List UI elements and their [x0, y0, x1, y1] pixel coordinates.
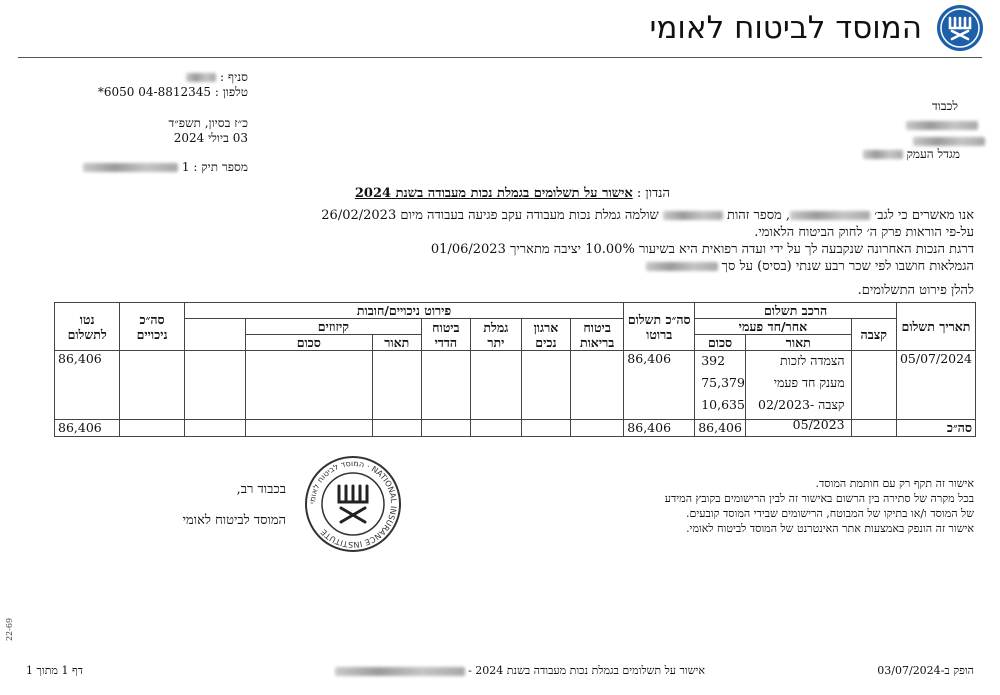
footer-issued: הופק ב-03/07/2024 [877, 664, 974, 677]
item-amount: 75,379 [701, 375, 745, 390]
redacted-branch [186, 73, 216, 82]
item-desc: מענק חד פעמי [773, 375, 845, 390]
total-gross: 86,406 [624, 420, 695, 437]
col-description: תאור [745, 335, 851, 351]
gregorian-date: 03 ביולי 2024 [173, 131, 248, 145]
footer-title: אישור על תשלומים בגמלת נכות מעבודה בשנת 2024 - [335, 664, 705, 677]
org-logo [936, 4, 984, 52]
body-line-3: דרגת הנכות האחרונה שנקבעה לך על ידי ועדה רפואית היא בשיעור 10.00% יציבה מתאריך 01/06/2023 [430, 242, 974, 257]
signature-org: המוסד לביטוח לאומי [182, 513, 286, 528]
item-amount: 392 [701, 353, 726, 368]
stamp-ring-text: המוסד לביטוח לאומי · NATIONAL INSURANCE INSTITUTE [307, 458, 399, 550]
total-net: 86,406 [55, 420, 120, 437]
redacted-street [863, 150, 903, 159]
col-composition: הרכב תשלום [695, 303, 897, 319]
col-offsets: קיזוזים [245, 319, 421, 335]
total-amount: 86,406 [695, 420, 746, 437]
org-title: המוסד לביטוח לאומי [649, 10, 922, 46]
payments-table [54, 302, 976, 437]
header-divider [18, 57, 982, 58]
redacted-id [663, 211, 723, 220]
item-desc: קצבה 02/2023-05/2023 [758, 397, 845, 432]
note-2: בכל מקרה של סתירה בין הרשום באישור זה לבין הרישומים בקובץ המידע [664, 492, 974, 505]
col-other: אחר/חד פעמי [695, 319, 851, 335]
row-gross: 86,406 [624, 351, 695, 420]
col-overpay: גמלת יתר [470, 319, 521, 351]
stamp-seal-icon [303, 454, 403, 554]
branch-label: סניף : [220, 70, 248, 84]
note-1: אישור זה תקף רק עם חותמת המוסד. [815, 477, 974, 490]
phone-label: טלפון : [214, 85, 248, 99]
footer-page: דף 1 מתוך 1 [26, 664, 83, 677]
hebrew-date: כ״ז בסיון, תשפ״ד [168, 116, 248, 130]
body-line-2: על-פי הוראות פרק ה׳ לחוק הביטוח הלאומי. [754, 225, 974, 240]
col-mutual: ביטוח הדדי [421, 319, 470, 351]
col-offset-amount: סכום [245, 335, 372, 351]
phone-line [98, 85, 248, 100]
recipient-city: מגדל העמק [863, 147, 960, 162]
subject-text: אישור על תשלומים בגמלת נכות מעבודה בשנת 2024 [354, 186, 633, 201]
col-gross: סה״כ תשלום ברוטו [624, 303, 695, 351]
redacted-footer-name [335, 667, 465, 676]
redacted-person [790, 211, 870, 220]
branch-line [186, 70, 248, 85]
file-label: מספר תיק : 1 [181, 160, 248, 174]
col-date: תאריך תשלום [896, 303, 975, 351]
file-number [83, 160, 248, 175]
body-line-1: אנו מאשרים כי לגב׳ , מספר זהות שולמה גמלת נכות מעבודה עקב פגיעה בעבודה מיום 26/02/2023 [321, 208, 974, 223]
row-descriptions [745, 351, 851, 432]
subject-line [355, 185, 670, 201]
note-3: של המוסד ו/או בתיקו של המבוטח, הרישומים שבידי המוסד קובעים. [685, 507, 974, 520]
official-stamp [303, 454, 403, 554]
side-code: 22-69 [5, 617, 15, 642]
row-date: 05/07/2024 [896, 351, 975, 420]
subject-label: הנדון : [636, 186, 670, 201]
col-deductions: פירוט ניכויים/חובות [184, 303, 623, 319]
col-pension: קצבה [851, 319, 896, 351]
phone-value: *6050 04-8812345 [97, 85, 212, 99]
row-amounts [695, 351, 746, 420]
col-net: נטו לתשלום [55, 303, 120, 351]
body-line-4: הגמלאות חושבו לפי שכר רבע שנתי (בסיס) על סך [646, 258, 974, 274]
col-total-deductions: סה״כ ניכויים [120, 303, 185, 351]
col-health: ביטוח בריאות [570, 319, 623, 351]
note-4: אישור זה הונפק באמצעות אתר האינטרנט של המוסד לביטוח לאומי. [686, 522, 974, 535]
logo-icon [936, 4, 984, 52]
item-desc: הצמדה לזכות [780, 353, 845, 368]
notes [665, 476, 974, 536]
col-amount: סכום [695, 335, 746, 351]
signature-regards: בכבוד רב, [236, 482, 286, 497]
to-label: לכבוד [931, 99, 958, 113]
col-disabled-org: ארגון נכים [521, 319, 570, 351]
item-amount: 10,635 [701, 397, 745, 412]
redacted-salary [646, 262, 718, 271]
total-label: סה״כ [896, 420, 975, 437]
table-row [55, 351, 976, 420]
col-offset-desc: תאור [372, 335, 421, 351]
body-line-5: להלן פירוט התשלומים. [857, 283, 974, 298]
redacted-file [83, 163, 178, 172]
row-net: 86,406 [55, 351, 120, 420]
